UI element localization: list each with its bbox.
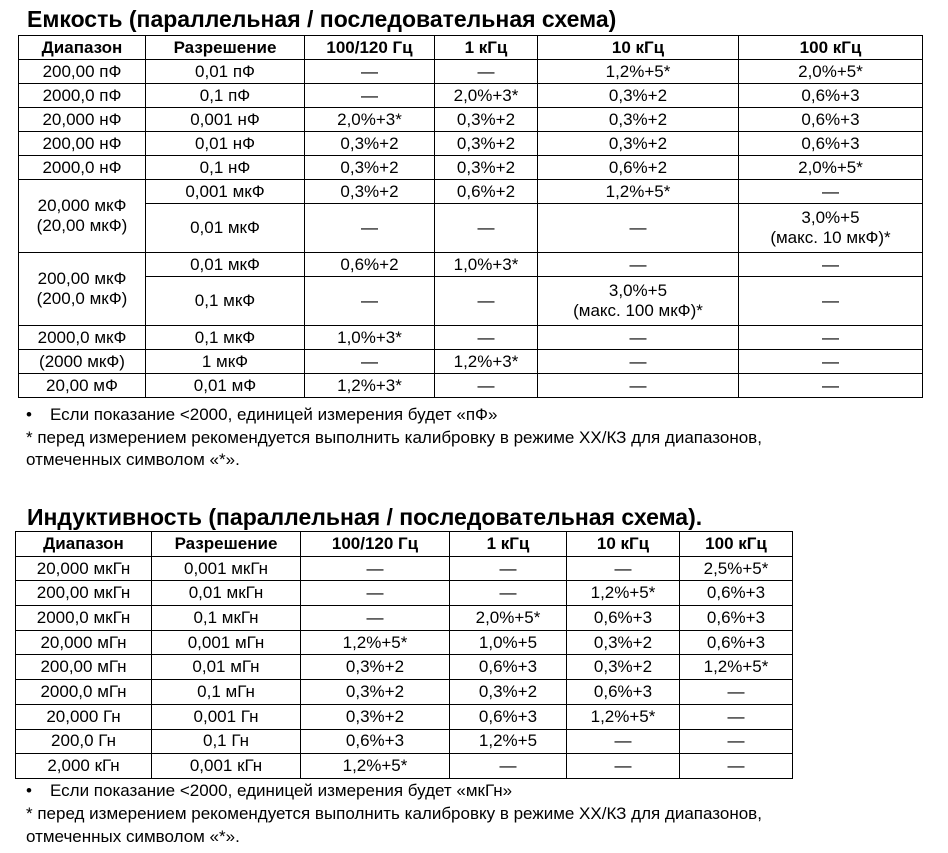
- table-row: [19, 180, 923, 204]
- value-cell: —: [538, 350, 739, 374]
- value-cell: 1,0%+3*: [435, 253, 538, 277]
- value-cell: 1,2%+5*: [567, 704, 680, 729]
- value-cell: 0,6%+2: [435, 180, 538, 204]
- range-cell: 20,000 Гн: [16, 704, 152, 729]
- header-resolution: Разрешение: [146, 36, 305, 60]
- value-cell: 1,2%+3*: [305, 374, 435, 398]
- value-cell: 0,3%+2: [538, 84, 739, 108]
- capacitance-note-calibration: * перед измерением рекомендуется выполнить калибровку в режиме ХХ/КЗ для диапазонов,: [26, 428, 762, 447]
- range-cell: 200,00 нФ: [19, 132, 146, 156]
- header-range: Диапазон: [16, 532, 152, 557]
- header-100-120hz: 100/120 Гц: [305, 36, 435, 60]
- inductance-note-calibration-cont: отмеченных символом «*».: [26, 827, 240, 846]
- value-cell: —: [305, 84, 435, 108]
- table-row: [19, 60, 923, 84]
- value-cell: 1,2%+5*: [680, 655, 793, 680]
- value-cell: —: [450, 581, 567, 606]
- header-1khz: 1 кГц: [435, 36, 538, 60]
- value-cell: 2,5%+5*: [680, 556, 793, 581]
- table-row: [19, 350, 923, 374]
- value-cell: 1,2%+5*: [301, 630, 450, 655]
- resolution-cell: 0,01 нФ: [146, 132, 305, 156]
- value-cell: —: [305, 204, 435, 253]
- value-cell: —: [680, 704, 793, 729]
- range-cell: 20,000 мкФ (20,00 мкФ): [19, 180, 146, 253]
- table-header-row: [16, 532, 793, 557]
- value-cell: —: [305, 350, 435, 374]
- capacitance-note-calibration-cont: отмеченных символом «*».: [26, 450, 240, 469]
- inductance-note-calibration: * перед измерением рекомендуется выполнить калибровку в режиме ХХ/КЗ для диапазонов,: [26, 804, 762, 823]
- value-cell: —: [739, 253, 923, 277]
- note-text: Если показание <2000, единицей измерения будет «пФ»: [50, 405, 498, 424]
- value-cell: 1,2%+5*: [538, 180, 739, 204]
- value-cell: 0,6%+2: [538, 156, 739, 180]
- value-cell: 0,6%+3: [739, 108, 923, 132]
- value-cell: 0,3%+2: [435, 108, 538, 132]
- value-cell: 3,0%+5 (макс. 10 мкФ)*: [739, 204, 923, 253]
- resolution-cell: 0,001 мкГн: [152, 556, 301, 581]
- value-cell: 0,3%+2: [305, 132, 435, 156]
- value-cell: 1,0%+5: [450, 630, 567, 655]
- value-cell: —: [739, 277, 923, 326]
- value-cell: —: [567, 556, 680, 581]
- value-cell: 0,3%+2: [305, 156, 435, 180]
- range-cell: 200,0 Гн: [16, 729, 152, 754]
- range-cell: 2000,0 пФ: [19, 84, 146, 108]
- value-cell: —: [435, 326, 538, 350]
- value-cell: 2,0%+3*: [435, 84, 538, 108]
- range-cell: 200,00 пФ: [19, 60, 146, 84]
- table-row: [16, 556, 793, 581]
- value-cell: 0,3%+2: [435, 156, 538, 180]
- table-row: [16, 704, 793, 729]
- table-header-row: [19, 36, 923, 60]
- range-cell: 200,00 мкФ (200,0 мкФ): [19, 253, 146, 326]
- value-cell: —: [435, 277, 538, 326]
- value-cell: —: [567, 754, 680, 779]
- value-cell: 2,0%+5*: [739, 60, 923, 84]
- table-row: [19, 326, 923, 350]
- value-cell: 0,6%+3: [680, 581, 793, 606]
- value-cell: 0,3%+2: [435, 132, 538, 156]
- resolution-cell: 0,001 кГн: [152, 754, 301, 779]
- header-10khz: 10 кГц: [538, 36, 739, 60]
- range-cell: 20,000 нФ: [19, 108, 146, 132]
- table-row: [19, 374, 923, 398]
- value-cell: —: [680, 729, 793, 754]
- value-cell: —: [680, 680, 793, 705]
- resolution-cell: 1 мкФ: [146, 350, 305, 374]
- resolution-cell: 0,1 нФ: [146, 156, 305, 180]
- value-cell: —: [301, 581, 450, 606]
- value-cell: —: [739, 374, 923, 398]
- value-cell: 1,2%+5: [450, 729, 567, 754]
- table-row: [19, 132, 923, 156]
- value-cell: 0,3%+2: [567, 630, 680, 655]
- value-cell: —: [305, 277, 435, 326]
- table-row: [16, 729, 793, 754]
- value-cell: 0,3%+2: [301, 680, 450, 705]
- value-cell: —: [305, 60, 435, 84]
- bullet-icon: •: [26, 405, 32, 424]
- range-cell: 2000,0 мкГн: [16, 606, 152, 631]
- value-cell: 2,0%+3*: [305, 108, 435, 132]
- capacitance-title: Емкость (параллельная / последовательная схема): [27, 6, 617, 32]
- value-cell: 0,6%+3: [680, 630, 793, 655]
- resolution-cell: 0,01 мФ: [146, 374, 305, 398]
- note-text: Если показание <2000, единицей измерения будет «мкГн»: [50, 781, 513, 800]
- value-cell: —: [435, 60, 538, 84]
- value-cell: 0,3%+2: [538, 108, 739, 132]
- bullet-icon: •: [26, 781, 32, 800]
- resolution-cell: 0,01 мГн: [152, 655, 301, 680]
- capacitance-table: [18, 35, 923, 398]
- value-cell: 0,3%+2: [305, 180, 435, 204]
- value-cell: —: [301, 606, 450, 631]
- header-resolution: Разрешение: [152, 532, 301, 557]
- header-10khz: 10 кГц: [567, 532, 680, 557]
- table-row: [16, 655, 793, 680]
- inductance-title: Индуктивность (параллельная / последовательная схема).: [27, 504, 703, 530]
- value-cell: —: [567, 729, 680, 754]
- value-cell: —: [538, 374, 739, 398]
- range-cell: 200,00 мкГн: [16, 581, 152, 606]
- value-cell: 0,3%+2: [301, 704, 450, 729]
- value-cell: 0,3%+2: [301, 655, 450, 680]
- range-cell: 20,000 мГн: [16, 630, 152, 655]
- resolution-cell: 0,1 мкГн: [152, 606, 301, 631]
- value-cell: 1,0%+3*: [305, 326, 435, 350]
- table-row: [16, 606, 793, 631]
- resolution-cell: 0,01 мкГн: [152, 581, 301, 606]
- table-row: [19, 84, 923, 108]
- resolution-cell: 0,01 пФ: [146, 60, 305, 84]
- value-cell: 0,6%+2: [305, 253, 435, 277]
- range-cell: 20,00 мФ: [19, 374, 146, 398]
- inductance-table: [15, 531, 793, 779]
- value-cell: —: [435, 374, 538, 398]
- resolution-cell: 0,1 мкФ: [146, 277, 305, 326]
- value-cell: —: [450, 556, 567, 581]
- value-cell: —: [538, 253, 739, 277]
- value-cell: 2,0%+5*: [739, 156, 923, 180]
- resolution-cell: 0,001 нФ: [146, 108, 305, 132]
- value-cell: 0,6%+3: [680, 606, 793, 631]
- table-row: [19, 253, 923, 277]
- value-cell: —: [739, 180, 923, 204]
- range-cell: 20,000 мкГн: [16, 556, 152, 581]
- resolution-cell: 0,01 мкФ: [146, 253, 305, 277]
- value-cell: 0,3%+2: [538, 132, 739, 156]
- table-row: [16, 581, 793, 606]
- range-cell: 2000,0 мГн: [16, 680, 152, 705]
- value-cell: 0,6%+3: [567, 606, 680, 631]
- value-cell: 1,2%+5*: [567, 581, 680, 606]
- resolution-cell: 0,001 мГн: [152, 630, 301, 655]
- resolution-cell: 0,01 мкФ: [146, 204, 305, 253]
- value-cell: —: [680, 754, 793, 779]
- value-cell: —: [538, 204, 739, 253]
- value-cell: 0,6%+3: [567, 680, 680, 705]
- table-row: [19, 204, 923, 253]
- value-cell: 0,6%+3: [450, 655, 567, 680]
- header-range: Диапазон: [19, 36, 146, 60]
- value-cell: 1,2%+5*: [301, 754, 450, 779]
- resolution-cell: 0,1 мкФ: [146, 326, 305, 350]
- value-cell: 0,6%+3: [739, 132, 923, 156]
- header-100khz: 100 кГц: [680, 532, 793, 557]
- table-row: [19, 156, 923, 180]
- header-100khz: 100 кГц: [739, 36, 923, 60]
- value-cell: —: [450, 754, 567, 779]
- range-cell: 2,000 кГн: [16, 754, 152, 779]
- range-cell: (2000 мкФ): [19, 350, 146, 374]
- table-row: [16, 680, 793, 705]
- value-cell: 0,3%+2: [450, 680, 567, 705]
- resolution-cell: 0,1 Гн: [152, 729, 301, 754]
- capacitance-note-unit: [22, 404, 497, 426]
- value-cell: 2,0%+5*: [450, 606, 567, 631]
- table-row: [19, 277, 923, 326]
- value-cell: 1,2%+5*: [538, 60, 739, 84]
- table-row: [16, 754, 793, 779]
- value-cell: —: [435, 204, 538, 253]
- resolution-cell: 0,001 Гн: [152, 704, 301, 729]
- resolution-cell: 0,1 мГн: [152, 680, 301, 705]
- value-cell: 0,3%+2: [567, 655, 680, 680]
- value-cell: —: [301, 556, 450, 581]
- resolution-cell: 0,1 пФ: [146, 84, 305, 108]
- value-cell: 0,6%+3: [450, 704, 567, 729]
- value-cell: —: [538, 326, 739, 350]
- range-cell: 2000,0 мкФ: [19, 326, 146, 350]
- value-cell: 1,2%+3*: [435, 350, 538, 374]
- table-row: [16, 630, 793, 655]
- value-cell: 0,6%+3: [739, 84, 923, 108]
- inductance-note-unit: [22, 780, 512, 802]
- value-cell: —: [739, 350, 923, 374]
- header-100-120hz: 100/120 Гц: [301, 532, 450, 557]
- resolution-cell: 0,001 мкФ: [146, 180, 305, 204]
- header-1khz: 1 кГц: [450, 532, 567, 557]
- table-row: [19, 108, 923, 132]
- range-cell: 2000,0 нФ: [19, 156, 146, 180]
- value-cell: 0,6%+3: [301, 729, 450, 754]
- value-cell: 3,0%+5 (макс. 100 мкФ)*: [538, 277, 739, 326]
- range-cell: 200,00 мГн: [16, 655, 152, 680]
- value-cell: —: [739, 326, 923, 350]
